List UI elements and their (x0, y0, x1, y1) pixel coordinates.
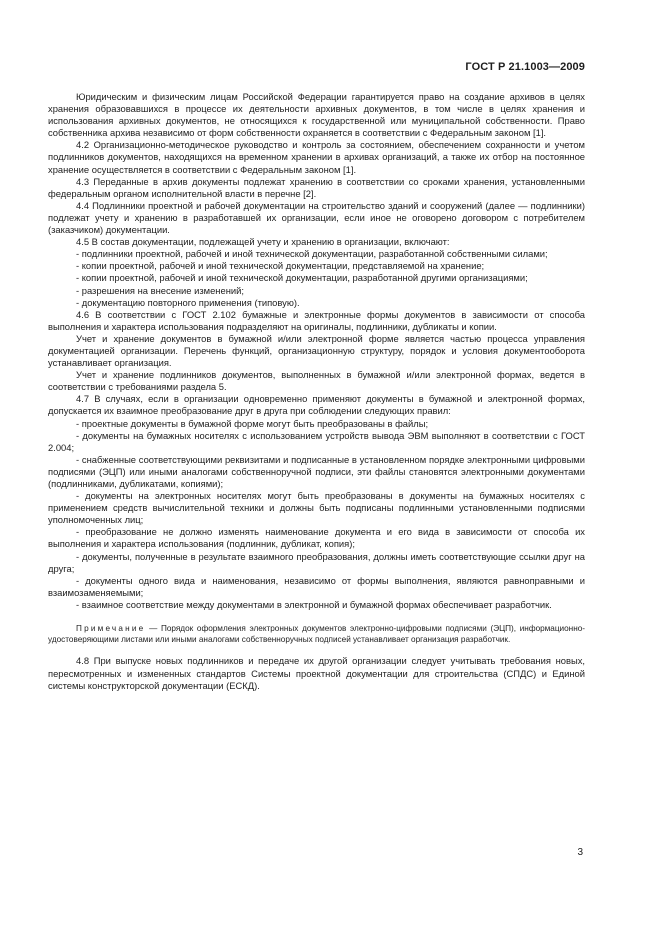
paragraph-4-5: 4.5 В состав документации, подлежащей учету и хранению в организации, включают: (76, 236, 450, 248)
note-block (48, 623, 585, 645)
paragraph-4-3: 4.3 Переданные в архив документы подлежат хранению в соответствии со сроками хранения, установленными федеральным органом исполнительной власти в перечне [2]. (48, 175, 585, 199)
list-item: - документы, полученные в результате взаимного преобразования, должны иметь соответствующие ссылки друг на друга; (48, 550, 585, 574)
paragraph-4-7: 4.7 В случаях, если в организации одновременно применяют документы в бумажной и электронной формах, допускается их взаимное преобразование друг в друга при соблюдении следующих правил: (48, 393, 585, 417)
paragraph-4-6: 4.6 В соответствии с ГОСТ 2.102 бумажные и электронные формы документов в зависимости от способа выполнения и характера использования подразделяют на оригиналы, подлинники, дубликаты и копии. (48, 308, 585, 332)
list-item: - копии проектной, рабочей и иной технической документации, представляемой на хранение; (76, 260, 485, 272)
document-body (48, 91, 585, 692)
list-item: - подлинники проектной, рабочей и иной технической документации, разработанной собственными силами; (76, 248, 548, 260)
paragraph-archive-rights: Юридическим и физическим лицам Российской Федерации гарантируется право на создание архивов в целях хранения образовавшихся в процессе их деятельности архивных документов, в том числе в целях хранения и использования архивных документов, не относящихся к государственной или муниципальной собственности. Право собственника архива независимо от форм собственности охраняется в соответствии с Федеральным законом [1]. (48, 91, 585, 139)
list-item: - копии проектной, рабочей и иной технической документации, разработанной другими организациями; (76, 272, 528, 284)
paragraph-4-8: 4.8 При выпуске новых подлинников и передаче их другой организации следует учитывать требования новых, пересмотренных и измененных стандартов Системы проектной документации для строительства (СПДС) и Единой системы конструкторской документации (ЕСКД). (48, 655, 585, 691)
list-item: - преобразование не должно изменять наименование документа и его вида в зависимости от способа их выполнения и характера использования (подлинник, дубликат, копия); (48, 526, 585, 550)
list-item: - проектные документы в бумажной форме могут быть преобразованы в файлы; (76, 417, 429, 429)
paragraph-4-2: 4.2 Организационно-методическое руководство и контроль за состоянием, обеспечением сохранности и учетом подлинников документов, находящихся на временном хранении в архивах организаций, а также их отбор на постоянное хранение осуществляется в соответствии с Федеральным законом [1]. (48, 139, 585, 175)
paragraph-originals-accounting: Учет и хранение подлинников документов, выполненных в бумажной и/или электронной формах, ведется в соответствии с требованиями раздела 5. (48, 369, 585, 393)
page-number: 3 (577, 847, 583, 858)
paragraph-4-4: 4.4 Подлинники проектной и рабочей документации на строительство зданий и сооружений (далее — подлинники) подлежат учету и хранению в разработавшей их организации, если иное не оговорено договором с потребителем (заказчиком) документации. (48, 199, 585, 236)
list-item: - разрешения на внесение изменений; (76, 284, 244, 296)
list-item: - документы на бумажных носителях с использованием устройств вывода ЭВМ выполняют в соответствии с ГОСТ 2.004; (48, 429, 585, 453)
list-item: - документы одного вида и наименования, независимо от формы выполнения, являются равноправными и взаимозаменяемыми; (48, 574, 585, 598)
note-label: Примечание (76, 624, 146, 634)
list-item: - документацию повторного применения (типовую). (76, 296, 300, 308)
list-item: - снабженные соответствующими реквизитами и подписанные в установленном порядке электронными цифровыми подписями (ЭЦП) или иными аналогами собственноручной подписи, эти файлы становятся электронными документами (подлинниками, дубликатами, копиями); (48, 453, 585, 489)
list-item: - документы на электронных носителях могут быть преобразованы в документы на бумажных носителях с применением средств вычислительной техники и должны быть подписаны подлинными установленными подписями уполномоченных лиц; (48, 490, 585, 526)
paragraph-document-management: Учет и хранение документов в бумажной и/или электронной форме является частью процесса управления документацией организации. Перечень функций, организационную структуру, порядок и условия документооборота устанавливает организация. (48, 332, 585, 369)
list-item: - взаимное соответствие между документами в электронной и бумажной формах обеспечивает разработчик. (76, 598, 552, 610)
note-text: — Порядок оформления электронных документов электронно-цифровыми подписями (ЭЦП), информационно-удостоверяющими листами или иными аналогами собственноручных подписей устанавливает организация разработчик. (48, 624, 585, 645)
standard-code-header: ГОСТ Р 21.1003—2009 (465, 61, 585, 73)
